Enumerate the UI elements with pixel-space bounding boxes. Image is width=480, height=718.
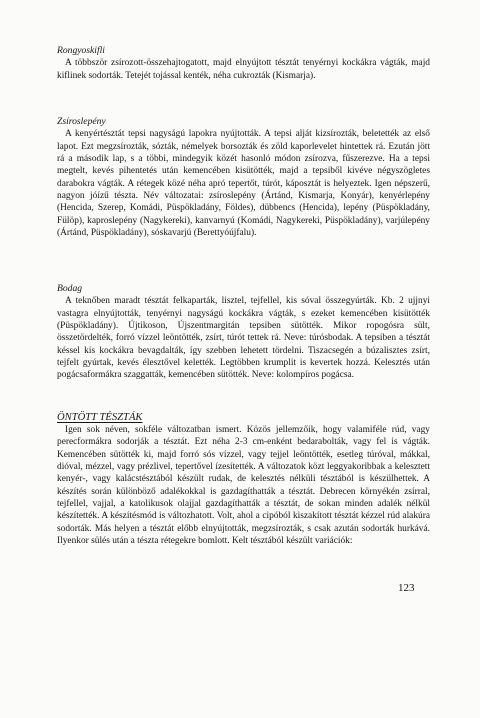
section-zsiroslepeny <box>57 116 430 240</box>
page-number: 123 <box>398 582 415 594</box>
section-text-ontott-teszta: Igen sok néven, sokféle változatban ismert. Közös jellemzőik, hogy valamiféle rúd, vagy perecformákra sodorják a tésztát. Ezt néha 2-3 cm-enként bedarabolták, vagy fel is vágták. Kemencében sütötték ki, majd forró sós vízzel, vagy tejjel leöntötték, esetleg túróval, mákkal, dióval, mézzel, vagy prézlivel, tepertővel ízesítették. A változatok közt leggyakoribbak a kelesztett kenyér-, vagy kalácstésztából készült rudak, de kelesztés nélküli tésztából is készülhettek. A készítés során különböző adalékokkal is gazdagíthatták a tésztát. Debrecen környékén zsírral, tejfellel, vajjal, a katolikusok olajjal gazdagíthatták a tésztát, de sokan minden adalék nélkül készítették. A készítésmód is változhatott. Volt, ahol a cipóból kiszakított tésztát kézzel rúd alakúra sodorták. Más helyen a tésztát előbb elnyújtották, megzsírozták, s csak azután sodorták hurkává. Ilyenkor sülés után a tészta rétegekre bomlott. Kelt tésztából készült variációk: <box>57 425 430 547</box>
section-heading-rongyoskifli: Rongyoskifli <box>57 45 105 56</box>
section-text-bodag: A teknőben maradt tésztát felkaparták, lisztel, tejfellel, kis sóval összegyúrták. Kb. 2 ujjnyi vastagra elnyújtották, tenyérnyi nagyságú kockákra vágták, s ezeket kemencében kisütötték (Püspökladány). Újtikoson, Újszentmargitán tepsiben sütötték. Mikor ropogósra sült, összetördelték, forró vízzel leöntötték, zsírt, túrót tettek rá. Neve: túrósbodak. A tepsiben a tésztát késsel kis kockákra bevagdalták, így szebben lehetett tördelni. Tiszacsegén a búzalisztes zsírt, tejfelt gyúrtak, kevés élesztővel kelették. Legtöbben krumplit is kevertek hozzá. Kelesztés után pogácsaformákra szaggatták, kemencében sütötték. Neve: kolompíros pogácsa. <box>57 296 430 381</box>
section-bodag <box>57 283 430 382</box>
section-heading-bodag: Bodag <box>57 283 83 294</box>
section-text-rongyoskifli: A többször zsírozott-összehajtogatott, majd elnyújtott tésztát tenyérnyi kockákra vágták, majd kiflinek sodorták. Tetejét tojással kenték, néha cukrozták (Kismarja). <box>57 58 430 81</box>
section-rongyoskifli <box>57 45 430 82</box>
section-text-zsiroslepeny: A kenyértésztát tepsi nagyságú lapokra nyújtották. A tepsi alját kizsírozták, beletették az első lapot. Ezt megzsírozták, sózták, némelyek borsozták és zöld kaporlevelet hintettek rá. Ezután jött rá a második lap, s a többi, mindegyik közét hasonló módon zsírozva, fűszerezve. Ha a tepsi megtelt, kevés pihentetés után kemencében kisütötték, majd a tepsiből kivéve négyszögletes darabokra vágták. A rétegek közé néha apró tepertőt, túrót, káposztát is helyeztek. Igen népszerű, nagyon jóízű tészta. Név változatai: zsíroslepény (Ártánd, Kismarja, Konyár), kenyérlepény (Hencida, Szerep, Komádi, Püspökladány, Földes), dübbencs (Hencida), lepény (Püspökladány, Fülöp), kaproslepény (Nagykereki), kanvarnyú (Komádi, Nagykereki, Püspökladány), varjúlepény (Ártánd, Püspökladány), sóskavarjú (Berettyóújfalu). <box>57 129 430 239</box>
section-heading-zsiroslepeny: Zsíroslepény <box>57 116 106 127</box>
section-ontott-teszta <box>57 411 430 547</box>
section-heading-ontott-teszta: ÖNTÖTT TÉSZTÁK <box>57 412 143 423</box>
